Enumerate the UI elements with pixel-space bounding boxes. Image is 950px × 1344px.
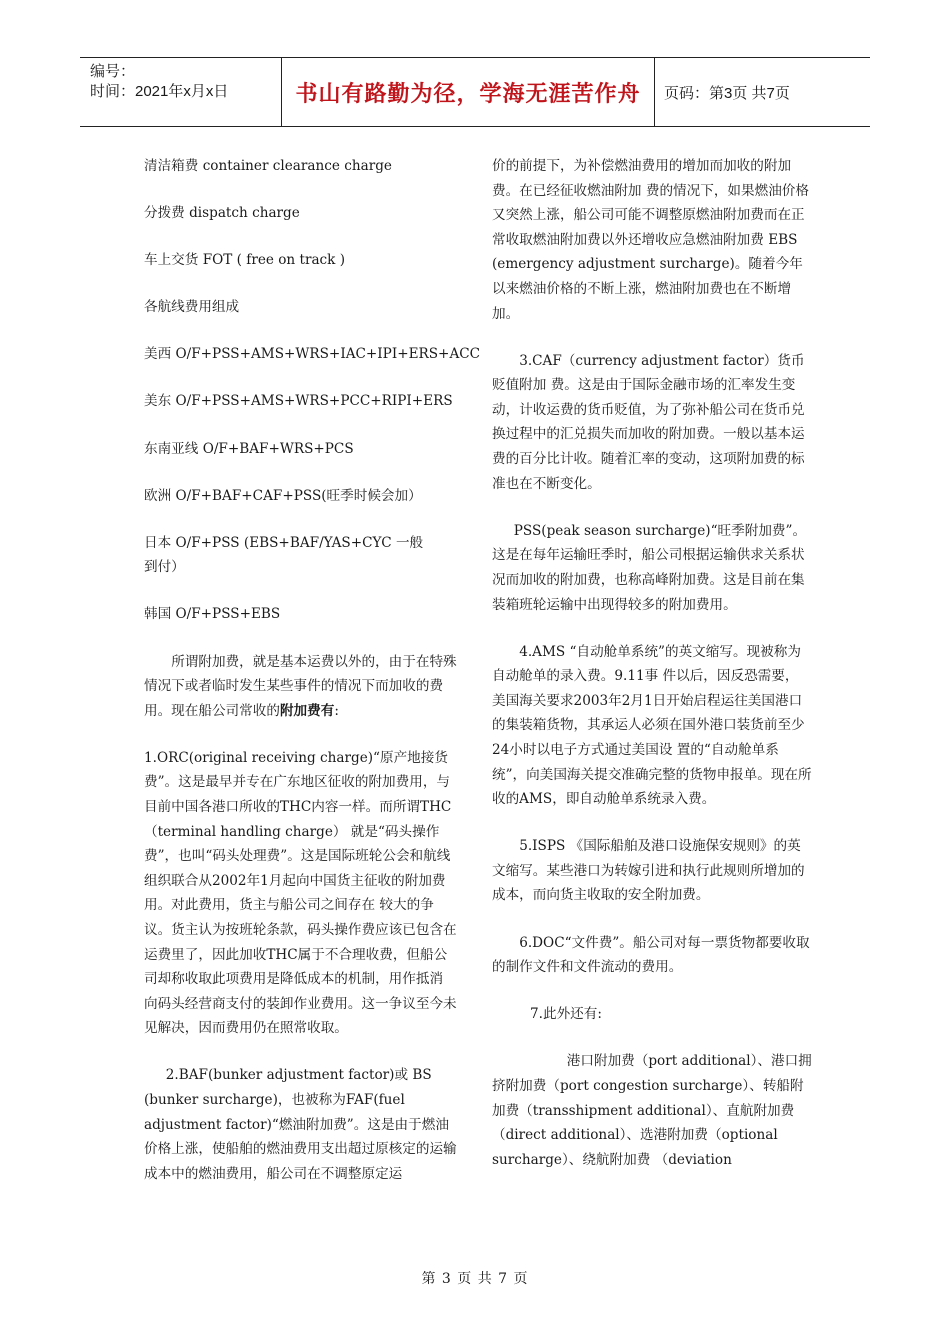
baf-paragraph: 2.BAF(bunker adjustment factor)或 BS (bunker surcharge)，也被称为FAF(fuel adjustment factor)“燃油附加费”。这是由于燃油价格上涨，使船舶的燃油费用支出超过原核定的运输成本中的燃油费用，船公司在不调整原定运 xyxy=(144,1067,457,1182)
route-fee-line: 欧洲 O/F+BAF+CAF+PSS(旺季时候会加） xyxy=(144,487,422,504)
ams-paragraph: 4.AMS “自动舱单系统”的英文缩写。现被称为自动舱单的录入费。9.11事 件以后，因反恐需要，美国海关要求2003年2月1日开始启程运往美国港口的集装箱货物，其承运人必须在国外港口装货前至少24小时以电子方式通过美国设 置的“自动舱单系统”，向美国海关提交准确完整的货物申报单。现在所收的AMS，即自动舱单系统录入费。 xyxy=(492,643,812,808)
header-page-label: 页码：第3页 共7页 xyxy=(664,85,790,102)
route-fee-line: 韩国 O/F+PSS+EBS xyxy=(144,606,281,623)
document-number-label: 编号： xyxy=(90,63,136,80)
isps-paragraph: 5.ISPS 《国际船舶及港口设施保安规则》的英文缩写。某些港口为转嫁引进和执行此规则所增加的成本，而向货主收取的安全附加费。 xyxy=(492,838,805,904)
other-paragraph: 港口附加费（port additional）、港口拥挤附加费（port congestion surcharge）、转船附加费（transshipment additional）、直航附加费（direct additional）、选港附加费（optional surcharge）、绕航附加费 （deviation xyxy=(492,1053,812,1168)
page-header xyxy=(80,57,870,127)
page-footer: 第 3 页 共 7 页 xyxy=(421,1271,529,1287)
doc-paragraph: 6.DOC“文件费”。船公司对每一票货物都要收取的制作文件和文件流动的费用。 xyxy=(492,934,810,976)
header-meta xyxy=(90,62,280,102)
term-line: 分拨费 dispatch charge xyxy=(144,205,300,222)
route-fee-line: 东南亚线 O/F+BAF+WRS+PCS xyxy=(144,440,354,457)
intro-bold-text: 附加费有 xyxy=(279,702,335,719)
route-fee-line: 日本 O/F+PSS (EBS+BAF/YAS+CYC 一般到付） xyxy=(144,534,424,576)
route-fee-line: 美东 O/F+PSS+AMS+WRS+PCC+RIPI+ERS xyxy=(144,393,453,410)
term-line: 车上交货 FOT ( free on track ) xyxy=(144,252,346,269)
left-column xyxy=(144,154,481,1186)
other-heading: 7.此外还有: xyxy=(530,1006,602,1023)
intro-text: 所谓附加费，就是基本运费以外的，由于在特殊情况下或者临时发生某些事件的情况下而加收的费用。现在船公司常收的 xyxy=(144,653,457,719)
term-line: 清洁箱费 container clearance charge xyxy=(144,158,392,174)
document-date-label: 时间：2021年x月x日 xyxy=(90,83,229,100)
pss-paragraph: PSS(peak season surcharge)“旺季附加费”。这是在每年运输旺季时，船公司根据运输供求关系状况而加收的附加费，也称高峰附加费。这是目前在集装箱班轮运输中出现得较多的附加费用。 xyxy=(492,522,807,613)
header-motto: 书山有路勤为径，学海无涯苦作舟 xyxy=(281,58,655,126)
caf-paragraph: 3.CAF（currency adjustment factor）货币贬值附加 费。这是由于国际金融市场的汇率发生变动，计收运费的货币贬值，为了弥补船公司在货币兑换过程中的汇兑损失而加收的附加费。一般以基本运费的百分比计收。随着汇率的变动，这项附加费的标准也在不断变化。 xyxy=(492,352,805,492)
section-heading: 各航线费用组成 xyxy=(144,299,240,316)
baf-continued-paragraph: 价的前提下，为补偿燃油费用的增加而加收的附加费。在已经征收燃油附加 费的情况下，如果燃油价格又突然上涨，船公司可能不调整原燃油附加费而在正常收取燃油附加费以外还增收应急燃油附加费 EBS (emergency adjustment surcharge)。随着今年以来燃油价格的不断上涨，燃油附加费也在不断增加。 xyxy=(492,158,809,322)
intro-end: : xyxy=(334,702,339,719)
intro-paragraph xyxy=(144,650,460,724)
orc-paragraph: 1.ORC(original receiving charge)“原产地接货费”。这是最早并专在广东地区征收的附加费用，与目前中国各港口所收的THC内容一样。而所谓THC（terminal handling charge） 就是“码头操作费”，也叫“码头处理费”。这是国际班轮公会和航线组织联合从2002年1月起向中国货主征收的附加费用。对此费用，货主与船公司之间存在 较大的争议。货主认为按班轮条款，码头操作费应该已包含在运费里了，因此加收THC属于不合理收费，但船公司却称收取此项费用是降低成本的机制，用作抵消 向码头经营商支付的装卸作业费用。这一争议至今未见解决，因而费用仍在照常收取。 xyxy=(144,749,457,1037)
route-fee-line: 美西 O/F+PSS+AMS+WRS+IAC+IPI+ERS+ACC xyxy=(144,346,481,363)
right-column xyxy=(492,154,812,1172)
